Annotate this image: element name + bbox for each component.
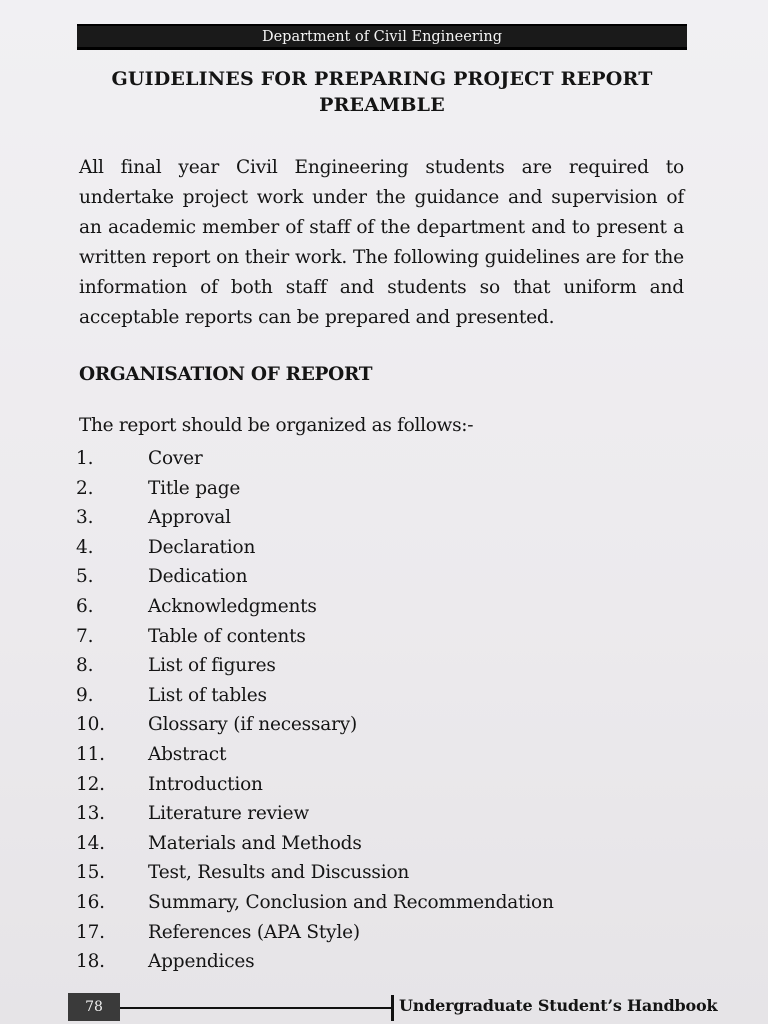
- item-number: 7.: [76, 625, 94, 647]
- list-item: [76, 947, 696, 977]
- item-label: Title page: [148, 477, 241, 499]
- page-title: GUIDELINES FOR PREPARING PROJECT REPORT: [111, 68, 653, 90]
- list-item: [76, 829, 696, 859]
- item-label: Abstract: [148, 743, 227, 765]
- item-number: 11.: [76, 743, 105, 765]
- item-label: Glossary (if necessary): [148, 714, 357, 736]
- item-label: Declaration: [148, 536, 256, 558]
- list-item: [76, 533, 696, 563]
- department-name: Department of Civil Engineering: [261, 29, 503, 45]
- list-item: [76, 770, 696, 800]
- footer-divider: [391, 995, 394, 1021]
- item-label: Cover: [148, 448, 203, 469]
- item-number: 10.: [76, 714, 105, 736]
- list-intro: The report should be organized as follows:-: [79, 415, 474, 436]
- item-number: 6.: [76, 595, 94, 617]
- list-item: [76, 592, 696, 622]
- list-item: [76, 799, 696, 829]
- list-item: [76, 918, 696, 948]
- item-label: Appendices: [148, 951, 255, 973]
- section-heading: ORGANISATION OF REPORT: [79, 364, 373, 385]
- item-number: 9.: [76, 684, 94, 706]
- item-label: References (APA Style): [148, 921, 360, 943]
- header-band: [77, 24, 687, 50]
- item-number: 4.: [76, 536, 94, 558]
- item-label: Introduction: [148, 773, 263, 795]
- preamble-paragraph: All final year Civil Engineering students are required to undertake project work under the guidance and supervision of an academic member of staff of the department and to present a written report on their work. The following guidelines are for the information of both staff and students so that uniform and acceptable reports can be prepared and presented.: [79, 157, 684, 328]
- item-number: 18.: [76, 951, 105, 973]
- item-number: 8.: [76, 655, 94, 677]
- item-label: List of tables: [148, 684, 267, 706]
- item-label: Table of contents: [148, 625, 306, 647]
- page-number: 78: [68, 993, 120, 1021]
- handbook-title: Undergraduate Student’s Handbook: [399, 996, 718, 1015]
- list-item: [76, 622, 696, 652]
- item-number: 15.: [76, 862, 105, 884]
- item-label: Dedication: [148, 566, 248, 588]
- item-number: 5.: [76, 566, 94, 588]
- item-number: 3.: [76, 507, 94, 529]
- list-item: [76, 858, 696, 888]
- list-item: [76, 503, 696, 533]
- item-number: 17.: [76, 921, 105, 943]
- item-label: Summary, Conclusion and Recommendation: [148, 891, 554, 913]
- item-label: Literature review: [148, 803, 310, 825]
- item-number: 12.: [76, 773, 105, 795]
- item-label: Acknowledgments: [148, 595, 317, 617]
- list-item: [76, 444, 696, 474]
- item-number: 14.: [76, 832, 105, 854]
- item-label: Materials and Methods: [148, 832, 362, 854]
- list-item: [76, 651, 696, 681]
- item-number: 1.: [76, 448, 94, 469]
- page-subtitle: PREAMBLE: [319, 94, 445, 116]
- item-label: List of figures: [148, 655, 276, 677]
- list-item: [76, 710, 696, 740]
- report-structure-list: [76, 444, 696, 977]
- list-item: [76, 888, 696, 918]
- item-label: Approval: [148, 507, 231, 529]
- item-number: 16.: [76, 891, 105, 913]
- list-item: [76, 740, 696, 770]
- item-number: 13.: [76, 803, 105, 825]
- list-item: [76, 474, 696, 504]
- footer-rule: [120, 1007, 392, 1009]
- item-number: 2.: [76, 477, 94, 499]
- list-item: [76, 681, 696, 711]
- item-label: Test, Results and Discussion: [148, 862, 410, 884]
- list-item: [76, 562, 696, 592]
